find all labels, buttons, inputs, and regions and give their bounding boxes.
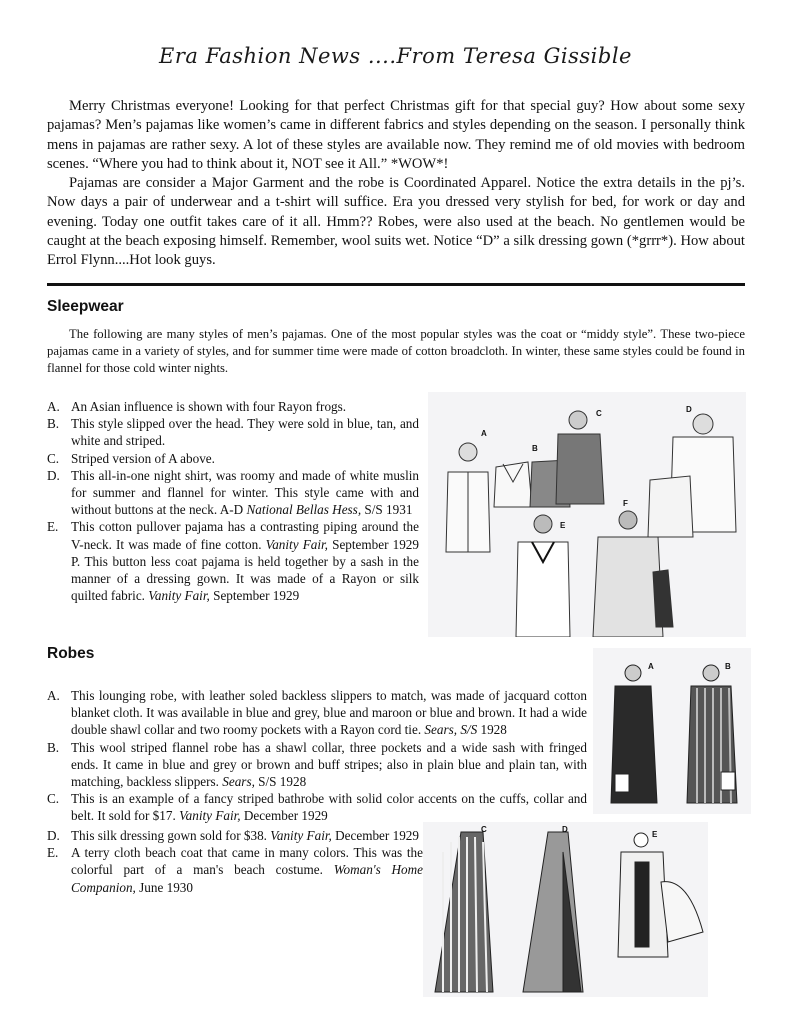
intro-text xyxy=(47,97,745,271)
list-item xyxy=(47,415,419,449)
robes-list xyxy=(47,687,587,825)
figure-label: B xyxy=(532,444,538,453)
item-text: This all-in-one night shirt, was roomy and made of white muslin for summer and flannel for winter. This style came with and without buttons at the neck. A-D xyxy=(71,467,419,518)
item-text: Striped version of A above. xyxy=(71,450,215,466)
item-letter: E. xyxy=(47,519,59,535)
sleepwear-list xyxy=(47,398,419,604)
figure-label: A xyxy=(648,662,654,671)
item-source: Vanity Fair, xyxy=(148,588,210,604)
figure-label: F xyxy=(623,499,628,508)
list-item xyxy=(47,467,419,519)
item-letter: C. xyxy=(47,450,60,466)
item-text: This wool striped flannel robe has a shawl collar, three pockets and a wide sash with fringed ends. It came in blue and grey or brown and buff stripes; also in plain blue and plain tan, with matching, backless slippers. xyxy=(71,739,587,790)
item-text: This style slipped over the head. They were sold in blue, tan, and white and striped. xyxy=(71,416,419,449)
figure-label: C xyxy=(596,409,602,418)
item-text: This is an example of a fancy striped bathrobe with solid color accents on the cuffs, collar and belt. It sold for $17. xyxy=(71,791,587,824)
list-item xyxy=(47,790,587,824)
pajama-drawing xyxy=(428,392,746,637)
item-text: This lounging robe, with leather soled backless slippers to match, was made of jacquard cotton blanket cloth. It was available in blue and grey, blue and maroon or blue and brown. It had a wide double shawl collar and two roomy pockets with a Rayon cord tie. xyxy=(71,688,587,738)
sleepwear-heading: Sleepwear xyxy=(47,298,124,315)
item-source: Woman's Home Companion, xyxy=(71,862,423,895)
robes-cde-illustration xyxy=(423,822,708,997)
list-item xyxy=(47,844,423,896)
item-letter: B. xyxy=(47,739,60,755)
figure-label: D xyxy=(686,405,692,414)
item-date: S/S 1931 xyxy=(361,502,413,518)
list-item xyxy=(47,518,419,604)
figure-label: D xyxy=(562,825,568,834)
item-source: Sears, S/S xyxy=(424,722,478,738)
item-date: June 1930 xyxy=(135,879,193,895)
list-item xyxy=(47,827,423,844)
item-text: This cotton pullover pajama has a contrasting piping around the V-neck. It was made of fine cotton. xyxy=(71,519,419,552)
item-source: Vanity Fair, xyxy=(270,828,332,843)
figure-label: E xyxy=(652,830,658,839)
item-letter: D. xyxy=(47,828,60,843)
list-item xyxy=(47,398,419,415)
item-date: September 1929 xyxy=(209,588,300,604)
list-item xyxy=(47,739,587,791)
item-letter: D. xyxy=(47,467,60,483)
item-letter: C. xyxy=(47,791,60,807)
item-date: December 1929 xyxy=(331,828,419,843)
list-item xyxy=(47,687,587,739)
sleepwear-lead: The following are many styles of men’s pajamas. One of the most popular styles was the coat or “middy style”. These two-piece pajamas came in a variety of styles, and for summer time were made of cotton broadcloth. In winter, these same styles could be found in flannel for those cold winter nights. xyxy=(47,327,745,375)
robes-heading: Robes xyxy=(47,645,95,662)
item-text: September 1929 P. This button less coat pajama is held together by a sash in the manner of a dressing gown. It was made of a Rayon or silk quilted fabric. xyxy=(71,536,419,604)
item-date: December 1929 xyxy=(240,808,328,824)
item-source: Vanity Fair, xyxy=(179,808,241,824)
item-letter: B. xyxy=(47,416,60,432)
item-source: Vanity Fair, xyxy=(265,536,328,552)
item-text: An Asian influence is shown with four Rayon frogs. xyxy=(71,399,347,414)
figure-label: A xyxy=(481,429,487,438)
item-letter: A. xyxy=(47,399,60,414)
item-date: 1928 xyxy=(477,722,507,738)
item-letter: A. xyxy=(47,688,60,703)
item-date: S/S 1928 xyxy=(254,774,307,790)
newsletter-title: Era Fashion News ....From Teresa Gissible xyxy=(159,44,632,68)
item-source: Sears, xyxy=(222,774,255,790)
robes-cde-drawing xyxy=(423,822,708,997)
robes-list-continued xyxy=(47,827,423,896)
item-text: This silk dressing gown sold for $38. xyxy=(71,828,271,843)
pajama-illustration xyxy=(428,392,746,637)
robes-ab-illustration xyxy=(593,648,751,814)
intro-paragraph: Pajamas are consider a Major Garment and the robe is Coordinated Apparel. Notice the extra details in the pj’s. Now days a pair of underwear and a t-shirt will suffice. Era you dressed very stylish for bed, for work or day and evening. Today one outfit takes care of it all. Hmm?? Robes, were also used at the beach. No gentlemen would be caught at the beach exposing himself. Remember, wool suits wet. Notice “D” a silk dressing gown (*grrr*). How about Errol Flynn....Hot look guys. xyxy=(47,175,745,269)
figure-label: E xyxy=(560,521,566,530)
item-source: National Bellas Hess, xyxy=(246,502,362,518)
intro-paragraph: Merry Christmas everyone! Looking for that perfect Christmas gift for that special guy? How about some sexy pajamas? Men’s pajamas like women’s came in different fabrics and styles depending on the season. I personally think mens in pajamas are rather sexy. A lot of these styles are available now. They remind me of old movies with bedroom scenes. “Where you had to think about it, NOT see it All.” *WOW*! xyxy=(47,98,745,172)
figure-label: C xyxy=(481,825,487,834)
item-text: A terry cloth beach coat that came in many colors. This was the colorful part of a man's beach costume. xyxy=(71,845,423,878)
list-item xyxy=(47,450,419,467)
section-divider xyxy=(47,283,745,286)
figure-label: B xyxy=(725,662,731,671)
item-letter: E. xyxy=(47,845,59,861)
robes-ab-drawing xyxy=(593,648,751,814)
